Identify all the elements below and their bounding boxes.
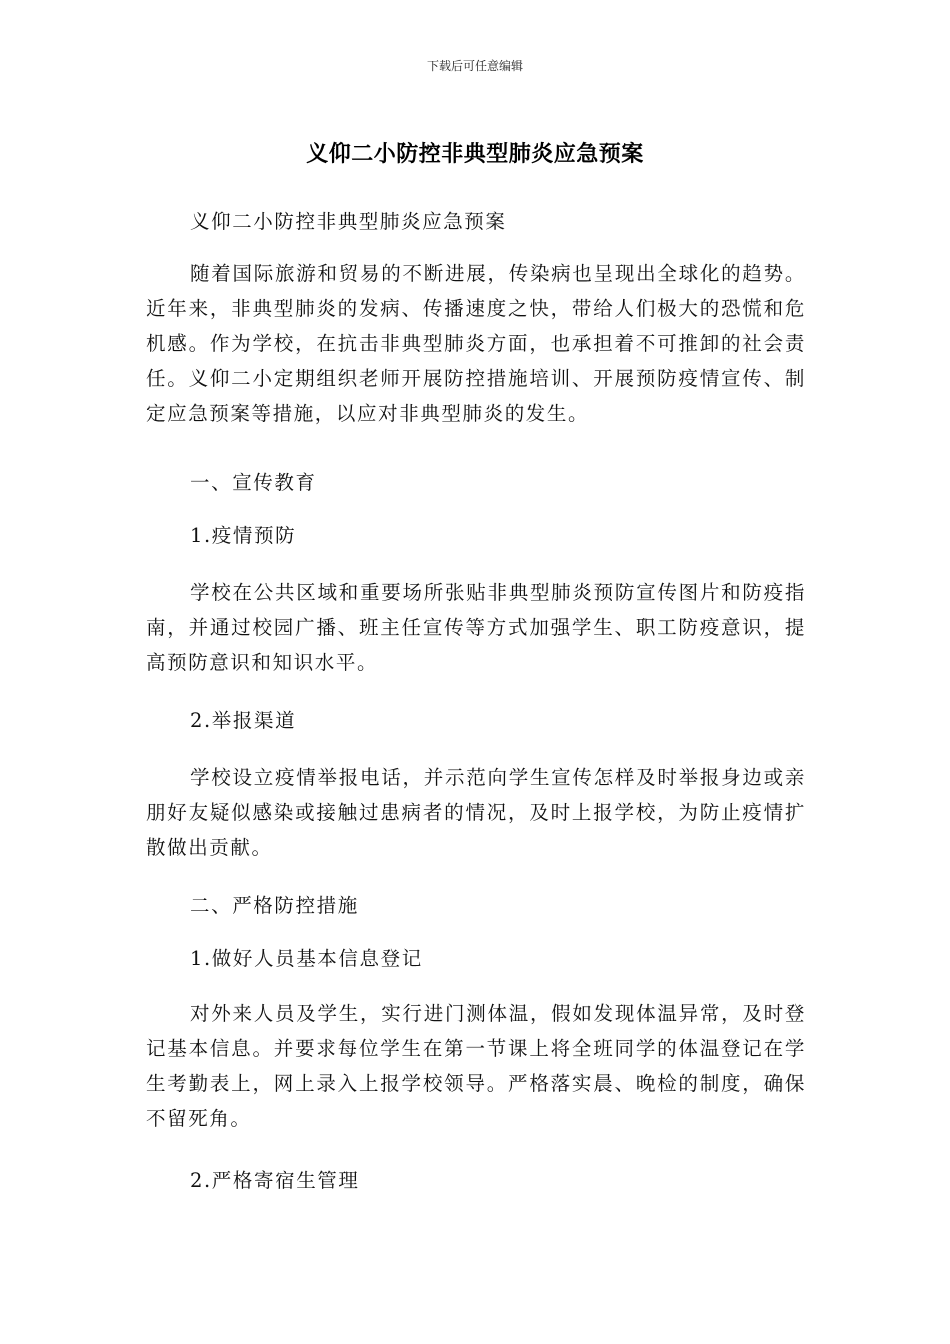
document-subtitle: 义仰二小防控非典型肺炎应急预案: [190, 210, 507, 233]
document-title: 义仰二小防控非典型肺炎应急预案: [306, 142, 644, 167]
section-heading-publicity: 一、宣传教育: [190, 471, 317, 494]
item-heading-info-registration: 1.做好人员基本信息登记: [190, 947, 423, 970]
section-heading-control-measures: 二、严格防控措施: [190, 894, 359, 917]
paragraph-epidemic-prevention: 学校在公共区域和重要场所张贴非典型肺炎预防宣传图片和防疫指南，并通过校园广播、班主任宣传等方式加强学生、职工防疫意识，提高预防意识和知识水平。: [146, 581, 806, 674]
item-heading-epidemic-prevention: 1.疫情预防: [190, 524, 297, 547]
intro-paragraph: 随着国际旅游和贸易的不断进展，传染病也呈现出全球化的趋势。近年来，非典型肺炎的发病、传播速度之快，带给人们极大的恐慌和危机感。作为学校，在抗击非典型肺炎方面，也承担着不可推卸的社会责任。义仰二小定期组织老师开展防控措施培训、开展预防疫情宣传、制定应急预案等措施，以应对非典型肺炎的发生。: [146, 262, 806, 425]
paragraph-report-channel: 学校设立疫情举报电话，并示范向学生宣传怎样及时举报身边或亲朋好友疑似感染或接触过患病者的情况，及时上报学校，为防止疫情扩散做出贡献。: [146, 766, 806, 859]
item-heading-report-channel: 2.举报渠道: [190, 709, 297, 732]
paragraph-info-registration: 对外来人员及学生，实行进门测体温，假如发现体温异常，及时登记基本信息。并要求每位学生在第一节课上将全班同学的体温登记在学生考勤表上，网上录入上报学校领导。严格落实晨、晚检的制度，确保不留死角。: [146, 1002, 806, 1130]
item-heading-boarding-management: 2.严格寄宿生管理: [190, 1169, 360, 1192]
page-header-note: 下载后可任意编辑: [426, 59, 523, 73]
